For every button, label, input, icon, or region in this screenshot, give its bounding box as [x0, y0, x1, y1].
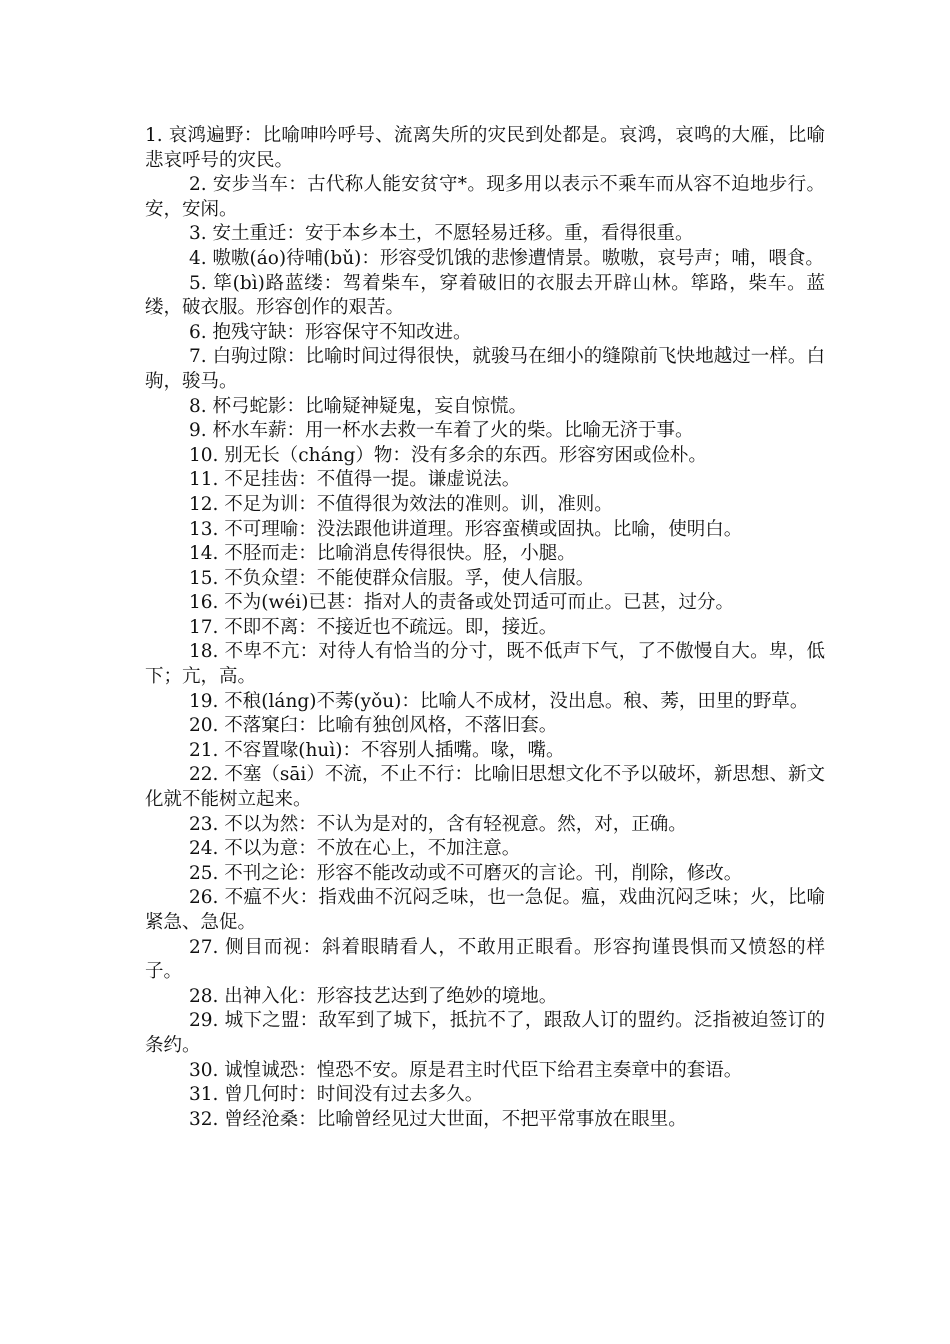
idiom-entry-9: 9. 杯水车薪：用一杯水去救一车着了火的柴。比喻无济于事。 — [189, 420, 694, 442]
idiom-entry-1: 1. 哀鸿遍野：比喻呻吟呼号、流离失所的灾民到处都是。哀鸿，哀鸣的大雁，比喻悲哀呼号的灾民。 — [145, 125, 825, 171]
idiom-entry-14: 14. 不胫而走：比喻消息传得很快。胫，小腿。 — [189, 543, 576, 565]
idiom-entry-5: 5. 筚(bì)路蓝缕：驾着柴车，穿着破旧的衣服去开辟山林。筚路，柴车。蓝缕，破衣服。形容创作的艰苦。 — [145, 272, 825, 319]
idiom-entry-11: 11. 不足挂齿：不值得一提。谦虚说法。 — [189, 469, 521, 491]
idiom-entry-28: 28. 出神入化：形容技艺达到了绝妙的境地。 — [189, 985, 558, 1007]
idiom-entry-21: 21. 不容置喙(huì)：不容别人插嘴。喙，嘴。 — [189, 739, 565, 761]
idiom-entry-23: 23. 不以为然：不认为是对的，含有轻视意。然，对，正确。 — [189, 813, 687, 835]
idiom-entry-22: 22. 不塞（sāi）不流，不止不行：比喻旧思想文化不予以破坏，新思想、新文化就不能树立起来。 — [145, 764, 825, 811]
idiom-entry-30: 30. 诚惶诚恐：惶恐不安。原是君主时代臣下给君主奏章中的套语。 — [189, 1059, 743, 1081]
idiom-entry-17: 17. 不即不离：不接近也不疏远。即，接近。 — [189, 616, 558, 638]
idiom-entry-20: 20. 不落窠臼：比喻有独创风格，不落旧套。 — [189, 715, 558, 737]
idiom-entry-6: 6. 抱残守缺：形容保守不知改进。 — [189, 321, 472, 343]
idiom-entry-18: 18. 不卑不亢：对待人有恰当的分寸，既不低声下气，了不傲慢自大。卑，低下；亢，高。 — [145, 641, 825, 688]
idiom-entry-25: 25. 不刊之论：形容不能改动或不可磨灭的言论。刊，削除，修改。 — [189, 862, 743, 884]
document-body — [145, 124, 825, 1132]
idiom-entry-10: 10. 别无长（cháng）物：没有多余的东西。形容穷困或俭朴。 — [189, 444, 707, 466]
idiom-entry-8: 8. 杯弓蛇影：比喻疑神疑鬼，妄自惊慌。 — [189, 395, 528, 417]
idiom-entry-19: 19. 不稂(láng)不莠(yǒu)：比喻人不成材，没出息。稂、莠，田里的野草。 — [189, 690, 809, 712]
idiom-entry-26: 26. 不瘟不火：指戏曲不沉闷乏味，也一急促。瘟，戏曲沉闷乏味；火，比喻紧急、急促。 — [145, 887, 825, 933]
idiom-entry-31: 31. 曾几何时：时间没有过去多久。 — [189, 1084, 484, 1106]
idiom-entry-7: 7. 白驹过隙：比喻时间过得很快，就骏马在细小的缝隙前飞快地越过一样。白驹，骏马。 — [145, 346, 825, 392]
idiom-entry-16: 16. 不为(wéi)已甚：指对人的责备或处罚适可而止。已甚，过分。 — [189, 592, 734, 614]
idiom-entry-15: 15. 不负众望：不能使群众信服。孚，使人信服。 — [189, 567, 595, 589]
idiom-entry-24: 24. 不以为意：不放在心上，不加注意。 — [189, 838, 521, 860]
idiom-entry-4: 4. 嗷嗷(áo)待哺(bǔ)：形容受饥饿的悲惨遭情景。嗷嗷，哀号声；哺，喂食。 — [189, 247, 824, 269]
idiom-entry-13: 13. 不可理喻：没法跟他讲道理。形容蛮横或固执。比喻，使明白。 — [189, 518, 743, 540]
idiom-entry-2: 2. 安步当车：古代称人能安贫守*。现多用以表示不乘车而从容不迫地步行。安，安闲。 — [145, 174, 825, 220]
idiom-entry-32: 32. 曾经沧桑：比喻曾经见过大世面，不把平常事放在眼里。 — [189, 1108, 687, 1130]
idiom-entry-29: 29. 城下之盟：敌军到了城下，抵抗不了，跟敌人订的盟约。泛指被迫签订的条约。 — [145, 1010, 825, 1056]
idiom-entry-12: 12. 不足为训：不值得很为效法的准则。训，准则。 — [189, 493, 613, 515]
idiom-entry-27: 27. 侧目而视：斜着眼睛看人，不敢用正眼看。形容拘谨畏惧而又愤怒的样子。 — [145, 936, 825, 983]
idiom-entry-3: 3. 安土重迁：安于本乡本土，不愿轻易迁移。重，看得很重。 — [189, 223, 694, 245]
